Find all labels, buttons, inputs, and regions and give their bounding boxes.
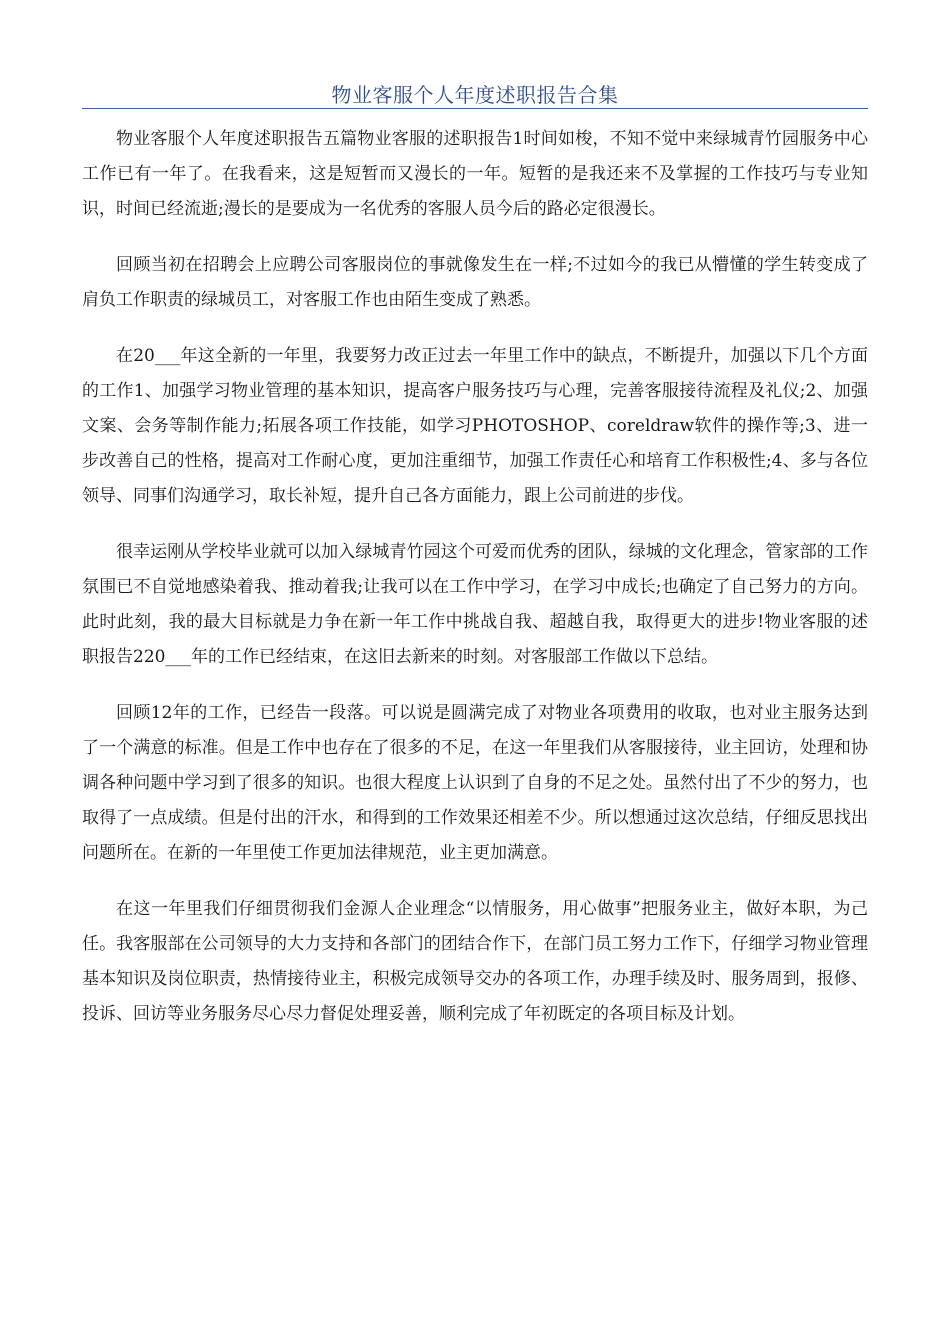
paragraph-2: 回顾当初在招聘会上应聘公司客服岗位的事就像发生在一样;不过如今的我已从懵懂的学生转变成了肩负工作职责的绿城员工，对客服工作也由陌生变成了熟悉。 [82,255,868,310]
paragraph-4: 很幸运刚从学校毕业就可以加入绿城青竹园这个可爱而优秀的团队，绿城的文化理念，管家部的工作氛围已不自觉地感染着我、推动着我;让我可以在工作中学习，在学习中成长;也确定了自己努力的方向。此时此刻，我的最大目标就是力争在新一年工作中挑战自我、超越自我，取得更大的进步!物业客服的述职报告220___年的工作已经结束，在这旧去新来的时刻。对客服部工作做以下总结。 [82,542,868,667]
document-title: 物业客服个人年度述职报告合集 [331,83,619,107]
paragraph-5: 回顾12年的工作，已经告一段落。可以说是圆满完成了对物业各项费用的收取，也对业主服务达到了一个满意的标准。但是工作中也存在了很多的不足，在这一年里我们从客服接待，业主回访，处理和协调各种问题中学习到了很多的知识。也很大程度上认识到了自身的不足之处。虽然付出了不少的努力，也取得了一点成绩。但是付出的汗水，和得到的工作效果还相差不少。所以想通过这次总结，仔细反思找出问题所在。在新的一年里使工作更加法律规范，业主更加满意。 [82,703,868,863]
paragraph-3: 在20___年这全新的一年里，我要努力改正过去一年里工作中的缺点，不断提升，加强以下几个方面的工作1、加强学习物业管理的基本知识，提高客户服务技巧与心理，完善客服接待流程及礼仪;2、加强文案、会务等制作能力;拓展各项工作技能，如学习PHOTOSHOP、coreldraw软件的操作等;3、进一步改善自己的性格，提高对工作耐心度，更加注重细节，加强工作责任心和培育工作积极性;4、多与各位领导、同事们沟通学习，取长补短，提升自己各方面能力，跟上公司前进的步伐。 [82,346,868,506]
paragraph-1: 物业客服个人年度述职报告五篇物业客服的述职报告1时间如梭，不知不觉中来绿城青竹园服务中心工作已有一年了。在我看来，这是短暂而又漫长的一年。短暂的是我还来不及掌握的工作技巧与专业知识，时间已经流逝;漫长的是要成为一名优秀的客服人员今后的路必定很漫长。 [82,129,868,219]
document-body [82,122,868,1053]
title-underline [82,108,868,109]
paragraph-6: 在这一年里我们仔细贯彻我们金源人企业理念“以情服务，用心做事”把服务业主，做好本职，为己任。我客服部在公司领导的大力支持和各部门的团结合作下，在部门员工努力工作下，仔细学习物业管理基本知识及岗位职责，热情接待业主，积极完成领导交办的各项工作，办理手续及时、服务周到，报修、投诉、回访等业务服务尽心尽力督促处理妥善，顺利完成了年初既定的各项目标及计划。 [82,899,868,1024]
